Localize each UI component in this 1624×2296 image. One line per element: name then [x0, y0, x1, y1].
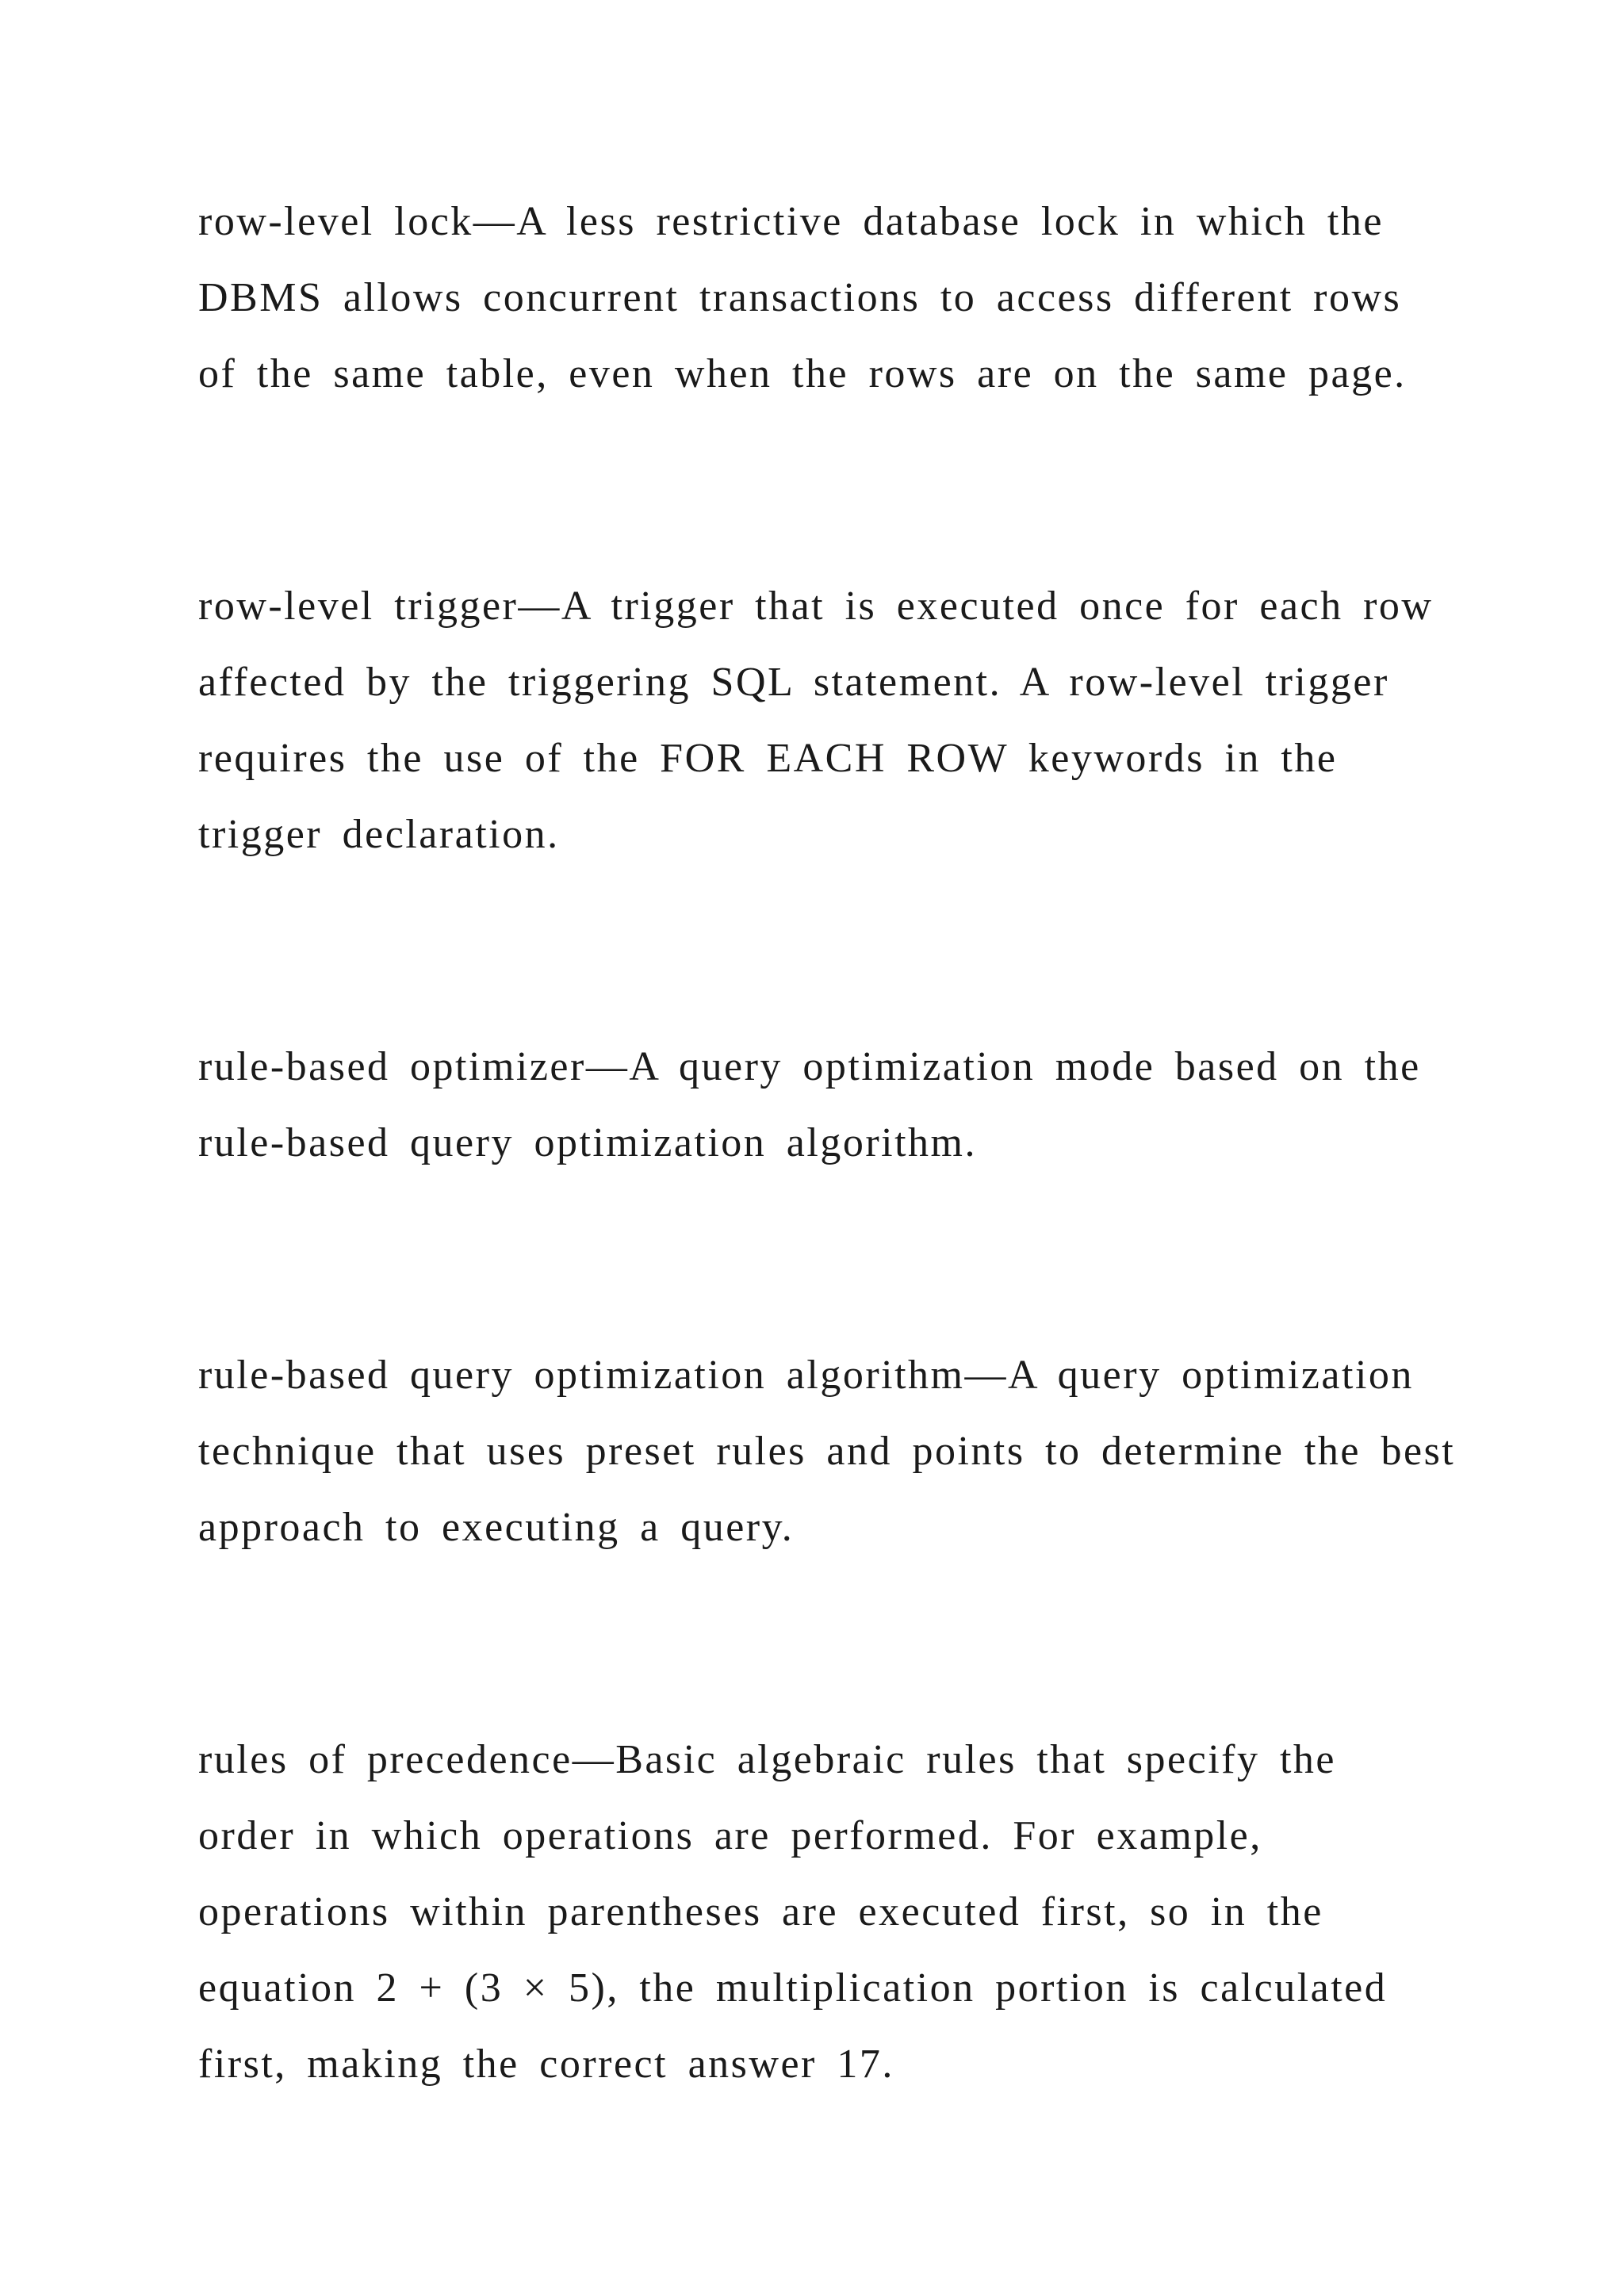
glossary-entry-row-level-trigger: [198, 568, 1435, 873]
entry-text-line: affected by the triggering SQL statement. A row-level trigger: [198, 660, 1389, 705]
glossary-entry-row-level-lock: [198, 184, 1435, 412]
entry-text-line: DBMS allows concurrent transactions to access different rows: [198, 275, 1402, 320]
entry-text-line: order in which operations are performed. For example,: [198, 1813, 1262, 1858]
entry-text-line: rule-based query optimization algorithm.: [198, 1120, 977, 1165]
entry-text-line: equation 2 + (3 × 5), the multiplication portion is calculated: [198, 1965, 1388, 2011]
entry-text-line: of the same table, even when the rows are on the same page.: [198, 351, 1407, 396]
entry-text-line: rule-based optimizer—A query optimization mode based on the: [198, 1044, 1421, 1089]
entry-text-line: technique that uses preset rules and points to determine the best: [198, 1429, 1456, 1474]
entry-text-line: operations within parentheses are executed first, so in the: [198, 1889, 1323, 1934]
entry-text-line: requires the use of the FOR EACH ROW keywords in the: [198, 736, 1338, 781]
entry-text-line: rule-based query optimization algorithm—A query optimization: [198, 1353, 1414, 1398]
entry-text-line: row-level lock—A less restrictive database lock in which the: [198, 199, 1384, 244]
entry-text-line: approach to executing a query.: [198, 1505, 795, 1550]
glossary-entry-rules-of-precedence: [198, 1722, 1435, 2103]
glossary-entry-rule-based-query-optimization-algorithm: [198, 1337, 1456, 1566]
entry-text-line: first, making the correct answer 17.: [198, 2042, 894, 2087]
entry-text-line: rules of precedence—Basic algebraic rules that specify the: [198, 1737, 1336, 1782]
glossary-entry-rule-based-optimizer: [198, 1029, 1435, 1181]
entry-text-line: row-level trigger—A trigger that is executed once for each row: [198, 584, 1434, 629]
entry-text-line: trigger declaration.: [198, 812, 560, 857]
